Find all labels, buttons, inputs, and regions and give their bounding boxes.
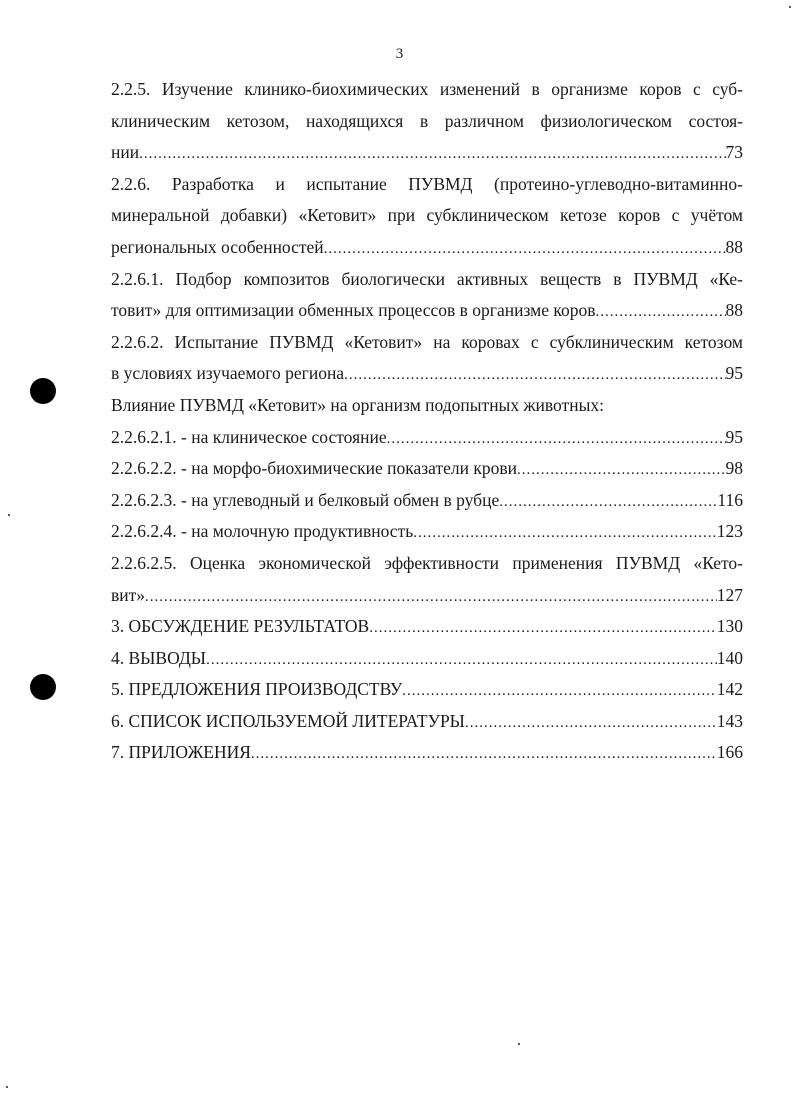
dot-leader [402,676,716,706]
toc-entry [111,737,743,769]
dot-leader [369,613,717,643]
dot-leader [251,739,717,769]
table-of-contents [111,74,743,769]
toc-entry-title: 2.2.6.2.4. - на молочную продуктивность [111,521,414,542]
toc-entry [111,422,743,454]
toc-entry [111,358,743,390]
dot-leader [413,518,717,548]
toc-entry-title: 2.2.6.2.3. - на углеводный и белковый обмен в рубце [111,489,500,510]
scan-speck [8,514,10,516]
toc-entry [111,643,743,675]
toc-entry-page: 116 [717,489,743,510]
toc-entry [111,232,743,264]
toc-entry-page: 142 [716,679,743,700]
toc-entry [111,674,743,706]
dot-leader [344,360,725,390]
toc-entry [111,485,743,517]
dot-leader [145,582,717,612]
toc-entry-text-line: 2.2.6.2.5. Оценка экономической эффективности применения ПУВМД «Кето- [111,552,743,573]
toc-entry [111,453,743,485]
toc-entry [111,580,743,612]
toc-entry-text-line: 2.2.6.1. Подбор композитов биологически активных веществ в ПУВМД «Ке- [111,268,743,289]
toc-entry [111,295,743,327]
toc-entry [111,611,743,643]
toc-entry-title: 3. ОБСУЖДЕНИЕ РЕЗУЛЬТАТОВ [111,616,370,637]
dot-leader [139,139,725,169]
toc-entry-page: 130 [716,616,743,637]
toc-entry-page: 95 [725,426,743,447]
toc-entry [111,706,743,738]
dot-leader [387,424,726,454]
dot-leader [499,487,717,517]
toc-entry-title: 2.2.6.2.1. - на клиническое состояние [111,426,387,447]
toc-entry-title: 5. ПРЕДЛОЖЕНИЯ ПРОИЗВОДСТВУ [111,679,403,700]
toc-entry [111,516,743,548]
toc-entry-title: вит» [111,584,146,605]
dot-leader [324,234,726,264]
toc-entry-page: 123 [716,521,743,542]
toc-entry-title: 6. СПИСОК ИСПОЛЬЗУЕМОЙ ЛИТЕРАТУРЫ [111,710,465,731]
scan-speck [518,1043,520,1045]
punch-hole-upper [30,378,56,404]
toc-entry-page: 98 [725,458,743,479]
toc-entry-text-line: 2.2.5. Изучение клинико-биохимических изменений в организме коров с суб- [111,79,743,99]
dot-leader [517,455,726,485]
toc-entry-page: 88 [725,236,743,257]
toc-entry-title: в условиях изучаемого региона [111,363,345,384]
toc-entry-title: нии [111,142,140,163]
toc-entry-title: 4. ВЫВОДЫ [111,647,207,668]
scan-speck [6,1086,8,1088]
dot-leader [206,645,717,675]
page-number: 3 [395,46,404,62]
toc-entry-title: 2.2.6.2.2. - на морфо-биохимические показатели крови [111,458,517,479]
toc-entry-text-line: минеральной добавки) «Кетовит» при субклиническом кетозе коров с учётом [111,205,743,226]
toc-entry-text-line: клиническим кетозом, находящихся в различном физиологическом состоя- [111,110,743,131]
toc-entry-text-line: 2.2.6.2. Испытание ПУВМД «Кетовит» на коровах с субклиническим кетозом [111,331,743,352]
toc-entry-title: региональных особенностей [111,236,324,257]
toc-entry-page: 95 [725,363,743,384]
dot-leader [465,708,717,738]
toc-entry-text-line: 2.2.6. Разработка и испытание ПУВМД (протеино-углеводно-витаминно- [111,173,743,194]
toc-entry-page: 143 [716,710,743,731]
toc-entry-title: товит» для оптимизации обменных процессов в организме коров [111,300,596,321]
toc-entry-text-line: Влияние ПУВМД «Кетовит» на организм подопытных животных: [111,394,604,415]
toc-entry-page: 73 [725,142,743,163]
punch-hole-lower [30,674,56,700]
dot-leader [595,297,725,327]
toc-entry [111,137,743,169]
toc-entry-page: 127 [716,584,743,605]
toc-entry-page: 140 [716,647,743,668]
scan-speck [789,6,791,8]
toc-entry-page: 166 [716,742,743,763]
toc-entry-page: 88 [725,300,743,321]
toc-entry-title: 7. ПРИЛОЖЕНИЯ [111,742,251,763]
